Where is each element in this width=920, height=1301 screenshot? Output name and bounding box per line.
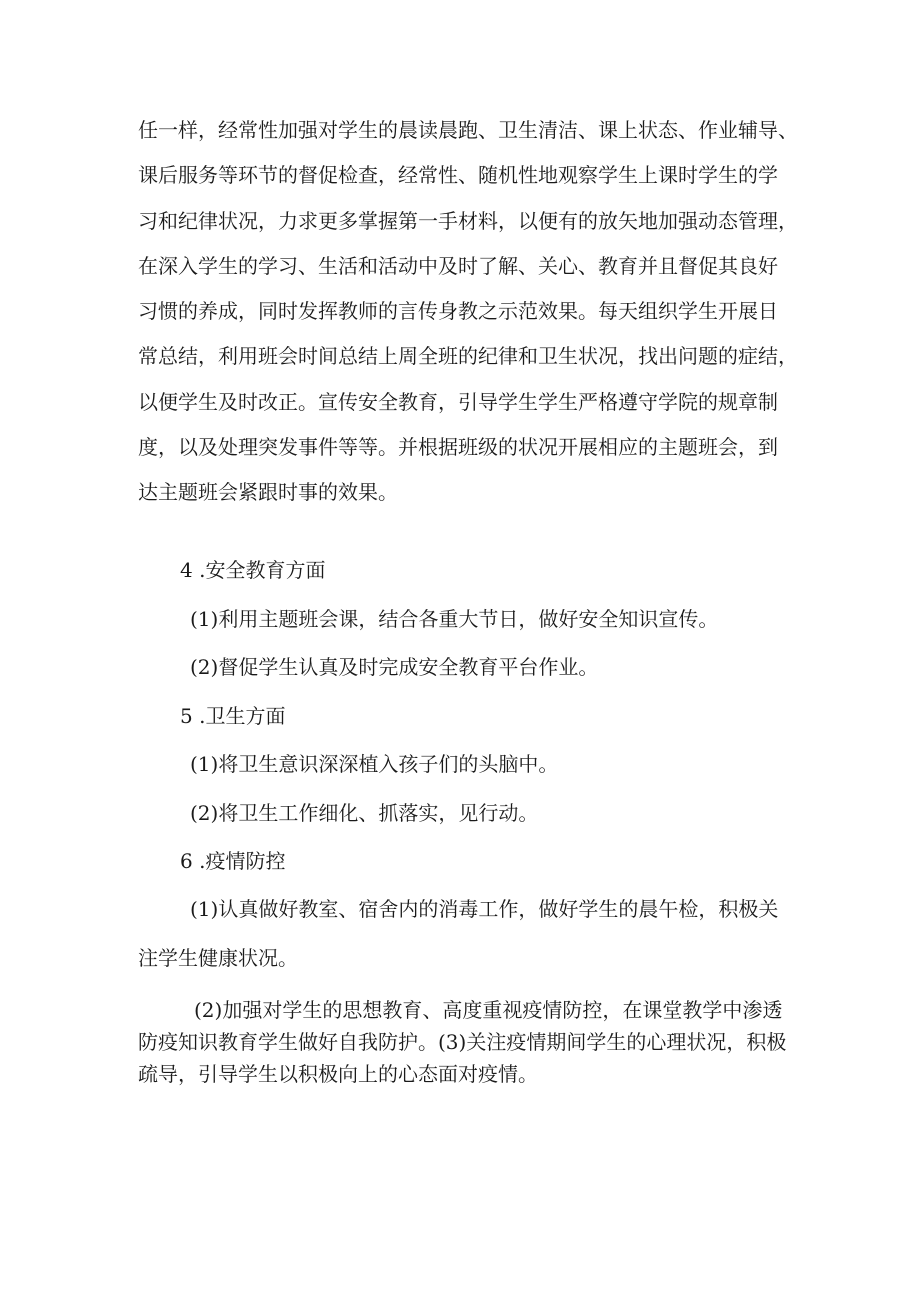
section-heading-hygiene: 5 .卫生方面 (180, 704, 286, 728)
paragraph-line: 常总结，利用班会时间总结上周全班的纪律和卫生状况，找出问题的症结， (138, 344, 798, 369)
paragraph-line: 以便学生及时改正。宣传安全教育，引导学生学生严格遵守学院的规章制 (138, 389, 778, 414)
list-item: (1)将卫生意识深深植入孩子们的头脑中。 (190, 752, 559, 776)
list-item (138, 893, 806, 971)
list-item-line: (2)加强对学生的思想教育、高度重视疫情防控，在课堂教学中渗透 (194, 998, 783, 1022)
list-item: (1)利用主题班会课，结合各重大节日，做好安全知识宣传。 (190, 607, 719, 631)
list-item (138, 994, 818, 1090)
paragraph-line: 度，以及处理突发事件等等。并根据班级的状况开展相应的主题班会，到 (138, 435, 778, 460)
paragraph-line: 任一样，经常性加强对学生的晨读晨跑、卫生清洁、课上状态、作业辅导、 (138, 118, 798, 142)
list-item: (2)将卫生工作细化、抓落实，见行动。 (190, 801, 539, 825)
paragraph-line: 达主题班会紧跟时事的效果。 (138, 480, 398, 505)
paragraph-line: 习和纪律状况，力求更多掌握第一手材料，以便有的放矢地加强动态管理， (138, 208, 798, 233)
list-item-line: 防疫知识教育学生做好自我防护。(3)关注疫情期间学生的心理状况，积极 (138, 1030, 787, 1054)
list-item-line: (1)认真做好教室、宿舍内的消毒工作，做好学生的晨午检，积极关 (190, 897, 779, 921)
section-heading-epidemic: 6 .疫情防控 (180, 849, 286, 873)
list-item-line: 注学生健康状况。 (138, 946, 298, 970)
body-paragraph (138, 108, 806, 516)
section-heading-safety: 4 .安全教育方面 (180, 558, 326, 582)
paragraph-line: 在深入学生的学习、生活和活动中及时了解、关心、教育并且督促其良好 (138, 253, 778, 278)
paragraph-line: 课后服务等环节的督促检查，经常性、随机性地观察学生上课时学生的学 (138, 163, 778, 188)
paragraph-line: 习惯的养成，同时发挥教师的言传身教之示范效果。每天组织学生开展日 (138, 299, 778, 324)
list-item-line: 疏导，引导学生以积极向上的心态面对疫情。 (138, 1062, 538, 1086)
list-item: (2)督促学生认真及时完成安全教育平台作业。 (190, 655, 599, 679)
